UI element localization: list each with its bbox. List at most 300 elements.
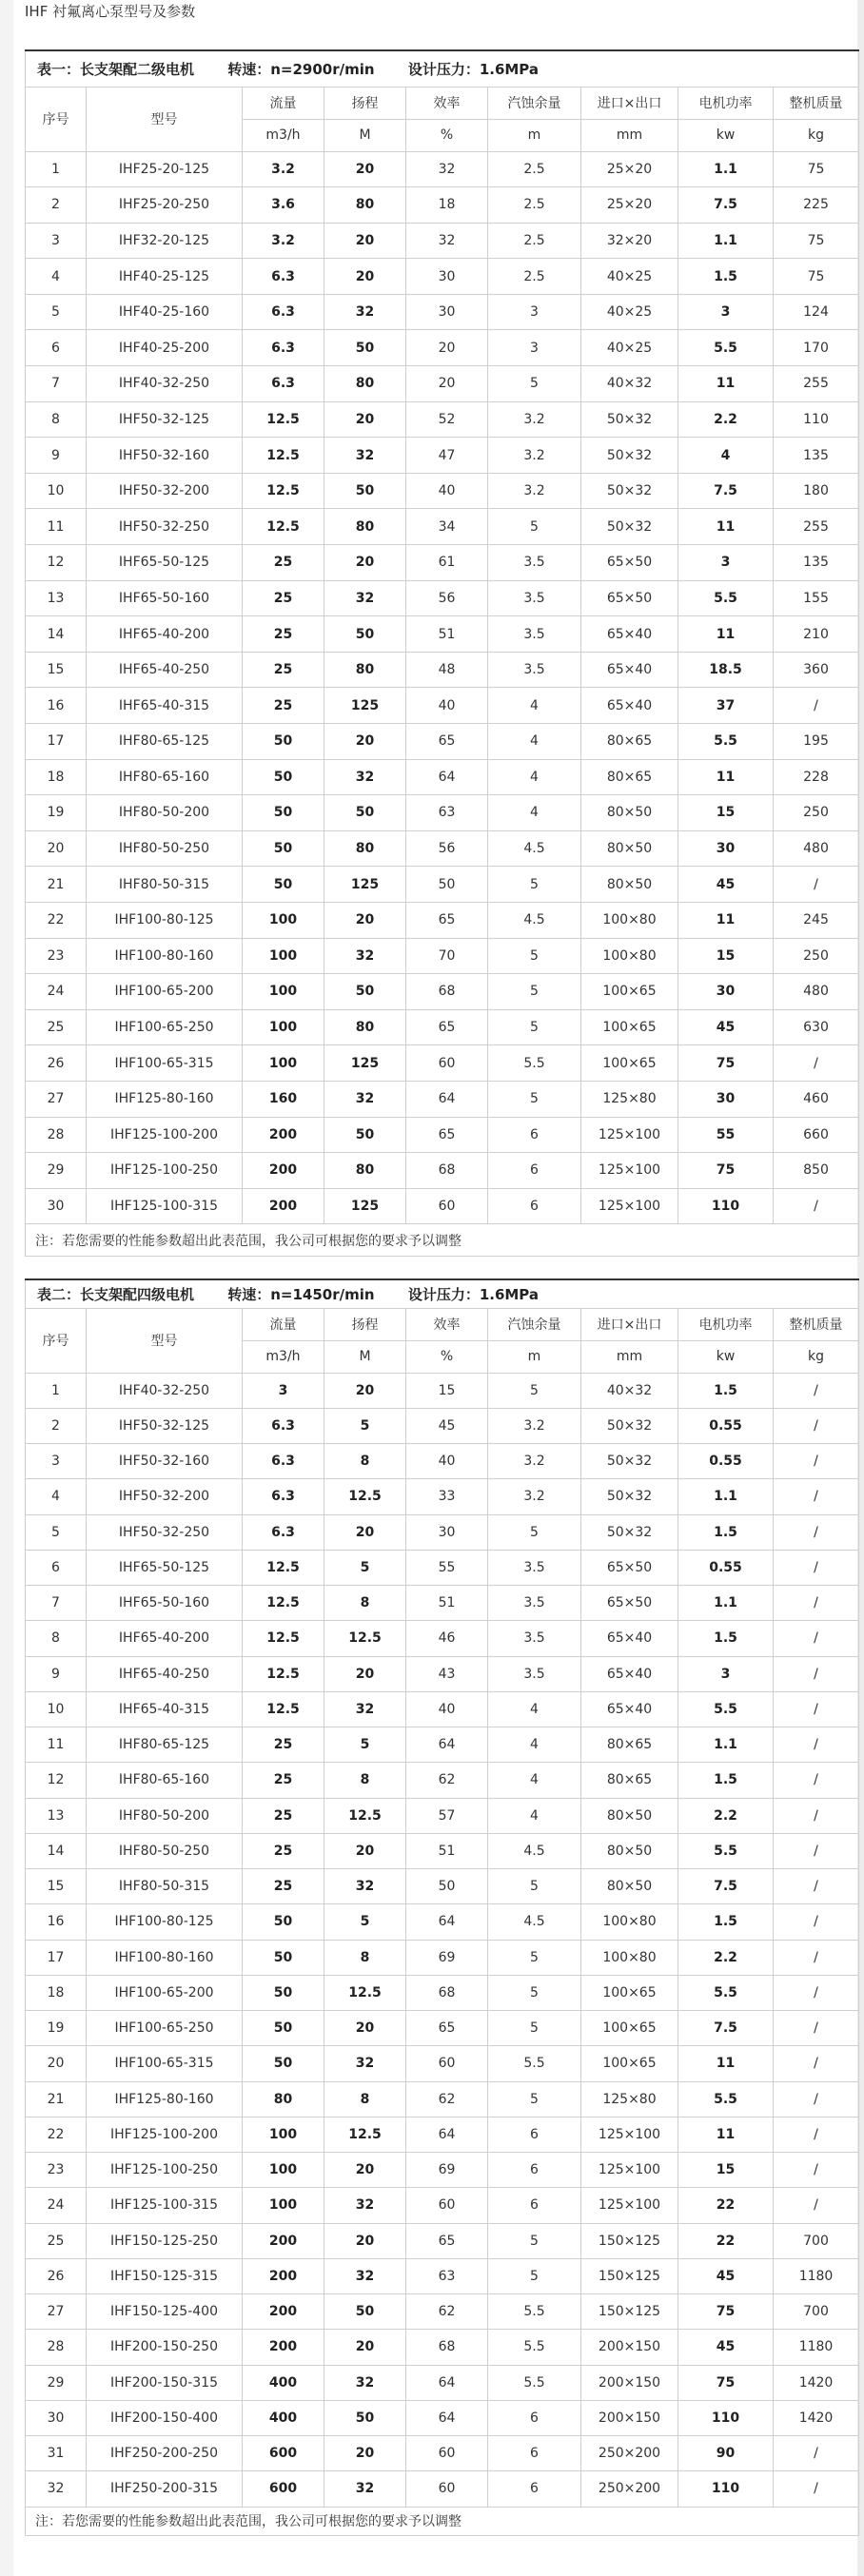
header-ports: 进口×出口 — [581, 87, 678, 119]
row-weight: 460 — [774, 1081, 859, 1117]
row-weight: 195 — [774, 724, 859, 760]
table-1-name: 表一：长支架配二级电机 — [37, 60, 195, 78]
row-power: 110 — [678, 1188, 774, 1224]
row-no: 18 — [26, 759, 87, 795]
row-weight: 360 — [774, 652, 859, 688]
row-npsh: 4 — [488, 688, 581, 724]
row-head: 32 — [324, 2258, 406, 2293]
table-2-name: 表二：长支架配四级电机 — [37, 1285, 195, 1303]
row-weight: / — [774, 2011, 859, 2046]
row-eff: 64 — [406, 2117, 488, 2152]
table-1-body — [26, 151, 859, 1224]
row-weight: 155 — [774, 580, 859, 616]
row-npsh: 3.2 — [488, 1408, 581, 1443]
row-no: 14 — [26, 616, 87, 653]
row-flow: 100 — [243, 938, 324, 974]
row-head: 50 — [324, 1117, 406, 1153]
row-no: 16 — [26, 688, 87, 724]
row-no: 26 — [26, 1045, 87, 1082]
row-eff: 62 — [406, 2294, 488, 2330]
row-power: 15 — [678, 938, 774, 974]
row-head: 32 — [324, 2046, 406, 2081]
row-flow: 50 — [243, 759, 324, 795]
row-flow: 100 — [243, 2117, 324, 2152]
row-flow: 25 — [243, 688, 324, 724]
table-row — [26, 2471, 859, 2507]
row-flow: 100 — [243, 2153, 324, 2188]
row-flow: 3.2 — [243, 151, 324, 187]
row-power: 5.5 — [678, 2081, 774, 2117]
row-ports: 100×65 — [581, 2046, 678, 2081]
row-no: 1 — [26, 1373, 87, 1408]
row-eff: 65 — [406, 1009, 488, 1045]
row-model: IHF50-32-250 — [87, 509, 243, 545]
row-eff: 51 — [406, 616, 488, 653]
row-weight: 250 — [774, 938, 859, 974]
row-flow: 12.5 — [243, 509, 324, 545]
row-power: 2.2 — [678, 401, 774, 438]
row-model: IHF65-50-160 — [87, 580, 243, 616]
row-head: 32 — [324, 1691, 406, 1727]
row-ports: 100×80 — [581, 902, 678, 938]
table-row — [26, 938, 859, 974]
row-power: 45 — [678, 867, 774, 903]
row-head: 80 — [324, 1009, 406, 1045]
row-ports: 125×100 — [581, 1188, 678, 1224]
row-power: 1.1 — [678, 1727, 774, 1763]
row-power: 11 — [678, 2117, 774, 2152]
row-model: IHF50-32-250 — [87, 1514, 243, 1550]
row-weight: 180 — [774, 473, 859, 509]
table-row — [26, 1009, 859, 1045]
row-power: 3 — [678, 294, 774, 330]
row-power: 30 — [678, 974, 774, 1010]
unit-head: M — [324, 119, 406, 151]
row-npsh: 3.5 — [488, 1550, 581, 1585]
left-margin-bar — [0, 0, 13, 2576]
header-npsh: 汽蚀余量 — [488, 87, 581, 119]
row-weight: / — [774, 2081, 859, 2117]
row-head: 12.5 — [324, 1975, 406, 2010]
row-no: 9 — [26, 1656, 87, 1691]
row-no: 4 — [26, 259, 87, 295]
row-power: 22 — [678, 2188, 774, 2223]
table-row — [26, 1798, 859, 1833]
row-head: 5 — [324, 1904, 406, 1940]
row-flow: 25 — [243, 1727, 324, 1763]
row-ports: 150×125 — [581, 2258, 678, 2293]
row-weight: / — [774, 1798, 859, 1833]
row-flow: 12.5 — [243, 1656, 324, 1691]
row-flow: 80 — [243, 2081, 324, 2117]
row-head: 125 — [324, 1045, 406, 1082]
row-head: 50 — [324, 473, 406, 509]
unit-weight: kg — [774, 119, 859, 151]
row-flow: 200 — [243, 2223, 324, 2258]
row-no: 3 — [26, 223, 87, 259]
row-head: 12.5 — [324, 2117, 406, 2152]
row-eff: 60 — [406, 2188, 488, 2223]
row-power: 5.5 — [678, 1975, 774, 2010]
row-ports: 80×50 — [581, 1798, 678, 1833]
row-npsh: 5 — [488, 509, 581, 545]
row-npsh: 5 — [488, 1975, 581, 2010]
row-npsh: 6 — [488, 2436, 581, 2471]
row-model: IHF80-65-125 — [87, 724, 243, 760]
row-ports: 100×65 — [581, 1009, 678, 1045]
row-power: 18.5 — [678, 652, 774, 688]
row-head: 20 — [324, 2436, 406, 2471]
table-row — [26, 1763, 859, 1798]
table-row — [26, 830, 859, 867]
row-ports: 40×25 — [581, 259, 678, 295]
row-flow: 25 — [243, 1798, 324, 1833]
table-1-speed: 转速：n=2900r/min — [227, 60, 375, 78]
row-head: 50 — [324, 616, 406, 653]
table-row — [26, 974, 859, 1010]
row-no: 10 — [26, 473, 87, 509]
row-ports: 40×32 — [581, 366, 678, 402]
row-power: 1.5 — [678, 259, 774, 295]
table-1-note-row — [26, 1224, 859, 1257]
row-ports: 80×65 — [581, 724, 678, 760]
row-flow: 6.3 — [243, 259, 324, 295]
row-head: 125 — [324, 688, 406, 724]
row-model: IHF65-50-125 — [87, 545, 243, 581]
row-head: 32 — [324, 2471, 406, 2507]
row-power: 45 — [678, 2330, 774, 2365]
row-npsh: 5 — [488, 1081, 581, 1117]
row-power: 1.1 — [678, 1479, 774, 1514]
row-head: 50 — [324, 2294, 406, 2330]
row-flow: 12.5 — [243, 473, 324, 509]
table-row — [26, 2400, 859, 2435]
row-eff: 32 — [406, 151, 488, 187]
row-ports: 100×65 — [581, 1975, 678, 2010]
row-no: 6 — [26, 330, 87, 366]
row-head: 5 — [324, 1727, 406, 1763]
row-model: IHF100-80-160 — [87, 1940, 243, 1975]
row-weight: / — [774, 1691, 859, 1727]
row-ports: 80×65 — [581, 1763, 678, 1798]
row-weight: / — [774, 1045, 859, 1082]
row-power: 4 — [678, 438, 774, 474]
row-no: 4 — [26, 1479, 87, 1514]
row-weight: 228 — [774, 759, 859, 795]
table-2-body — [26, 1373, 859, 2507]
row-eff: 64 — [406, 1904, 488, 1940]
row-model: IHF125-100-200 — [87, 2117, 243, 2152]
row-model: IHF100-65-250 — [87, 2011, 243, 2046]
row-weight: / — [774, 1188, 859, 1224]
row-ports: 250×200 — [581, 2436, 678, 2471]
row-ports: 100×65 — [581, 1045, 678, 1082]
table-row — [26, 1691, 859, 1727]
row-eff: 70 — [406, 938, 488, 974]
row-ports: 125×80 — [581, 2081, 678, 2117]
row-npsh: 5 — [488, 2223, 581, 2258]
row-ports: 125×100 — [581, 2153, 678, 2188]
row-eff: 56 — [406, 580, 488, 616]
table-1-note: 注：若您需要的性能参数超出此表范围，我公司可根据您的要求予以调整 — [26, 1224, 859, 1257]
row-no: 5 — [26, 1514, 87, 1550]
unit-npsh: m — [488, 119, 581, 151]
row-head: 32 — [324, 759, 406, 795]
row-no: 11 — [26, 1727, 87, 1763]
row-power: 2.2 — [678, 1798, 774, 1833]
row-model: IHF200-150-400 — [87, 2400, 243, 2435]
row-eff: 51 — [406, 1833, 488, 1868]
row-no: 13 — [26, 1798, 87, 1833]
row-npsh: 6 — [488, 2471, 581, 2507]
row-flow: 200 — [243, 2294, 324, 2330]
row-ports: 40×32 — [581, 1373, 678, 1408]
table-row — [26, 867, 859, 903]
row-weight: 110 — [774, 401, 859, 438]
row-power: 11 — [678, 759, 774, 795]
unit-eff: % — [406, 119, 488, 151]
row-model: IHF65-40-200 — [87, 1621, 243, 1656]
row-weight: / — [774, 1621, 859, 1656]
row-no: 25 — [26, 2223, 87, 2258]
row-npsh: 3.5 — [488, 1656, 581, 1691]
row-no: 2 — [26, 187, 87, 224]
table-row — [26, 151, 859, 187]
row-no: 20 — [26, 830, 87, 867]
row-no: 1 — [26, 151, 87, 187]
row-npsh: 3.2 — [488, 438, 581, 474]
row-flow: 200 — [243, 2258, 324, 2293]
row-eff: 60 — [406, 1045, 488, 1082]
header-flow: 流量 — [243, 87, 324, 119]
row-npsh: 5.5 — [488, 2365, 581, 2400]
table-1 — [25, 49, 859, 1257]
row-head: 20 — [324, 2011, 406, 2046]
row-model: IHF65-40-250 — [87, 652, 243, 688]
row-power: 0.55 — [678, 1408, 774, 1443]
table-row — [26, 688, 859, 724]
row-no: 15 — [26, 652, 87, 688]
row-eff: 68 — [406, 1153, 488, 1189]
row-model: IHF65-40-315 — [87, 688, 243, 724]
row-power: 75 — [678, 2294, 774, 2330]
row-weight: 225 — [774, 187, 859, 224]
row-no: 22 — [26, 902, 87, 938]
row-weight: 135 — [774, 438, 859, 474]
row-model: IHF25-20-250 — [87, 187, 243, 224]
row-flow: 12.5 — [243, 438, 324, 474]
row-no: 16 — [26, 1904, 87, 1940]
row-model: IHF65-50-125 — [87, 1550, 243, 1585]
row-head: 50 — [324, 974, 406, 1010]
row-weight: 245 — [774, 902, 859, 938]
row-npsh: 5 — [488, 938, 581, 974]
row-flow: 25 — [243, 1763, 324, 1798]
row-npsh: 3.2 — [488, 473, 581, 509]
row-power: 110 — [678, 2471, 774, 2507]
header-no: 序号 — [26, 87, 87, 151]
page-title: IHF 衬氟离心泵型号及参数 — [25, 3, 196, 20]
row-model: IHF80-65-160 — [87, 1763, 243, 1798]
row-head: 8 — [324, 2081, 406, 2117]
row-ports: 150×125 — [581, 2294, 678, 2330]
row-no: 2 — [26, 1408, 87, 1443]
row-no: 28 — [26, 1117, 87, 1153]
row-npsh: 2.5 — [488, 223, 581, 259]
row-ports: 50×32 — [581, 473, 678, 509]
row-eff: 64 — [406, 1081, 488, 1117]
row-ports: 50×32 — [581, 1479, 678, 1514]
row-npsh: 6 — [488, 1153, 581, 1189]
row-no: 19 — [26, 2011, 87, 2046]
row-npsh: 3.5 — [488, 580, 581, 616]
row-eff: 63 — [406, 795, 488, 831]
unit-eff: % — [406, 1340, 488, 1373]
row-eff: 56 — [406, 830, 488, 867]
row-ports: 65×40 — [581, 1656, 678, 1691]
row-no: 17 — [26, 724, 87, 760]
row-npsh: 3.5 — [488, 652, 581, 688]
row-flow: 200 — [243, 1188, 324, 1224]
row-npsh: 4.5 — [488, 830, 581, 867]
unit-ports: mm — [581, 119, 678, 151]
row-flow: 6.3 — [243, 330, 324, 366]
row-npsh: 5 — [488, 1009, 581, 1045]
row-flow: 25 — [243, 616, 324, 653]
table-row — [26, 2258, 859, 2293]
row-no: 9 — [26, 438, 87, 474]
row-weight: 124 — [774, 294, 859, 330]
row-power: 3 — [678, 545, 774, 581]
row-no: 5 — [26, 294, 87, 330]
row-model: IHF65-40-200 — [87, 616, 243, 653]
table-row — [26, 1408, 859, 1443]
row-head: 50 — [324, 795, 406, 831]
row-eff: 50 — [406, 1869, 488, 1904]
row-eff: 50 — [406, 867, 488, 903]
row-ports: 125×80 — [581, 1081, 678, 1117]
table-row — [26, 2081, 859, 2117]
row-head: 80 — [324, 366, 406, 402]
row-no: 18 — [26, 1975, 87, 2010]
row-eff: 43 — [406, 1656, 488, 1691]
row-model: IHF150-125-400 — [87, 2294, 243, 2330]
row-ports: 32×20 — [581, 223, 678, 259]
table-row — [26, 1153, 859, 1189]
table-2-block — [25, 1278, 858, 2536]
row-head: 20 — [324, 902, 406, 938]
row-eff: 40 — [406, 473, 488, 509]
row-flow: 600 — [243, 2436, 324, 2471]
row-eff: 60 — [406, 2436, 488, 2471]
row-flow: 50 — [243, 1975, 324, 2010]
row-head: 8 — [324, 1940, 406, 1975]
row-no: 21 — [26, 867, 87, 903]
row-head: 32 — [324, 438, 406, 474]
row-weight: 660 — [774, 1117, 859, 1153]
row-flow: 12.5 — [243, 401, 324, 438]
row-npsh: 4.5 — [488, 902, 581, 938]
row-flow: 25 — [243, 652, 324, 688]
row-power: 1.5 — [678, 1373, 774, 1408]
row-npsh: 4.5 — [488, 1904, 581, 1940]
row-power: 30 — [678, 1081, 774, 1117]
unit-power: kw — [678, 1340, 774, 1373]
row-model: IHF125-100-315 — [87, 1188, 243, 1224]
header-head: 扬程 — [324, 87, 406, 119]
row-ports: 80×65 — [581, 759, 678, 795]
row-ports: 250×200 — [581, 2471, 678, 2507]
row-no: 30 — [26, 1188, 87, 1224]
row-eff: 65 — [406, 724, 488, 760]
row-weight: / — [774, 2117, 859, 2152]
table-row — [26, 509, 859, 545]
row-flow: 100 — [243, 1009, 324, 1045]
row-ports: 50×32 — [581, 1514, 678, 1550]
row-npsh: 5 — [488, 2081, 581, 2117]
header-flow: 流量 — [243, 1308, 324, 1340]
row-npsh: 2.5 — [488, 151, 581, 187]
row-power: 5.5 — [678, 580, 774, 616]
row-eff: 40 — [406, 1444, 488, 1479]
row-head: 12.5 — [324, 1798, 406, 1833]
row-weight: 255 — [774, 509, 859, 545]
header-no: 序号 — [26, 1308, 87, 1373]
row-weight: 480 — [774, 830, 859, 867]
row-npsh: 5 — [488, 974, 581, 1010]
header-model: 型号 — [87, 87, 243, 151]
row-npsh: 5 — [488, 1373, 581, 1408]
row-power: 1.5 — [678, 1763, 774, 1798]
row-ports: 200×150 — [581, 2400, 678, 2435]
row-model: IHF65-40-250 — [87, 1656, 243, 1691]
row-weight: 75 — [774, 259, 859, 295]
row-weight: / — [774, 1975, 859, 2010]
row-flow: 6.3 — [243, 294, 324, 330]
row-head: 32 — [324, 938, 406, 974]
row-no: 29 — [26, 2365, 87, 2400]
row-flow: 50 — [243, 2011, 324, 2046]
row-flow: 50 — [243, 795, 324, 831]
row-head: 32 — [324, 2365, 406, 2400]
row-ports: 125×100 — [581, 2117, 678, 2152]
row-npsh: 5 — [488, 1869, 581, 1904]
row-weight: / — [774, 1727, 859, 1763]
row-head: 80 — [324, 652, 406, 688]
row-head: 50 — [324, 2400, 406, 2435]
row-no: 25 — [26, 1009, 87, 1045]
row-npsh: 4 — [488, 1691, 581, 1727]
unit-ports: mm — [581, 1340, 678, 1373]
row-ports: 100×65 — [581, 974, 678, 1010]
row-no: 29 — [26, 1153, 87, 1189]
table-row — [26, 401, 859, 438]
row-head: 20 — [324, 2153, 406, 2188]
row-npsh: 6 — [488, 1188, 581, 1224]
table-row — [26, 223, 859, 259]
row-weight: / — [774, 1444, 859, 1479]
row-flow: 200 — [243, 1117, 324, 1153]
table-row — [26, 473, 859, 509]
row-power: 15 — [678, 795, 774, 831]
table-row — [26, 1550, 859, 1585]
row-eff: 60 — [406, 1188, 488, 1224]
row-model: IHF50-32-200 — [87, 1479, 243, 1514]
table-row — [26, 1188, 859, 1224]
row-power: 75 — [678, 2365, 774, 2400]
row-power: 11 — [678, 509, 774, 545]
row-weight: 700 — [774, 2223, 859, 2258]
